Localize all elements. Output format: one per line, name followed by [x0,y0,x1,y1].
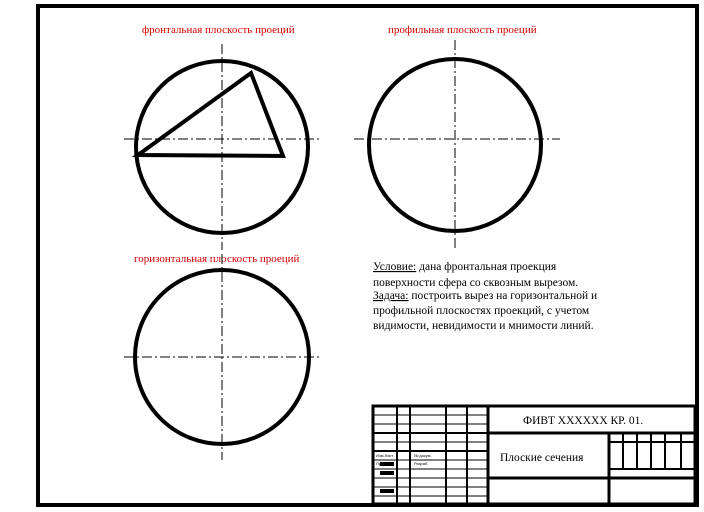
condition-text-1: дана фронтальная проекция [416,261,557,273]
task-line-3: видимости, невидимости и мнимости линий. [373,320,594,332]
stamp-mark [380,471,394,475]
frontal-view-title: фронтальная плоскость проеций [142,24,295,36]
condition-label: Условие: [373,261,417,273]
frontal-view [124,24,322,250]
horizontal-view [124,253,322,460]
stamp-small-label-2: № докум. [414,453,432,458]
stamp-designation: ФИВТ XXXXXX КР. 01. [523,415,644,427]
task-text-1: построить вырез на горизонтальной и [408,290,598,302]
stamp-small-label-4: Провер. [376,461,391,466]
profile-view-title: профильная плоскость проеций [388,24,537,36]
task-line-1 [373,290,597,302]
stamp-mark [380,489,394,493]
horizontal-view-title: горизонтальная плоскость проеций [134,253,300,265]
task-label: Задача: [373,290,409,302]
stamp-small-label-1: Изм.Лист [376,453,394,458]
condition-line-2: поверхности сфера со сквозным вырезом. [373,277,579,289]
title-block [373,406,695,504]
task-description [373,261,597,332]
stamp-small-label-3: Разраб. [414,461,429,466]
condition-line-1 [373,261,557,273]
task-line-2: профильной плоскостях проекций, с учетом [373,305,590,317]
profile-view [354,24,560,250]
stamp-title: Плоские сечения [500,452,584,464]
